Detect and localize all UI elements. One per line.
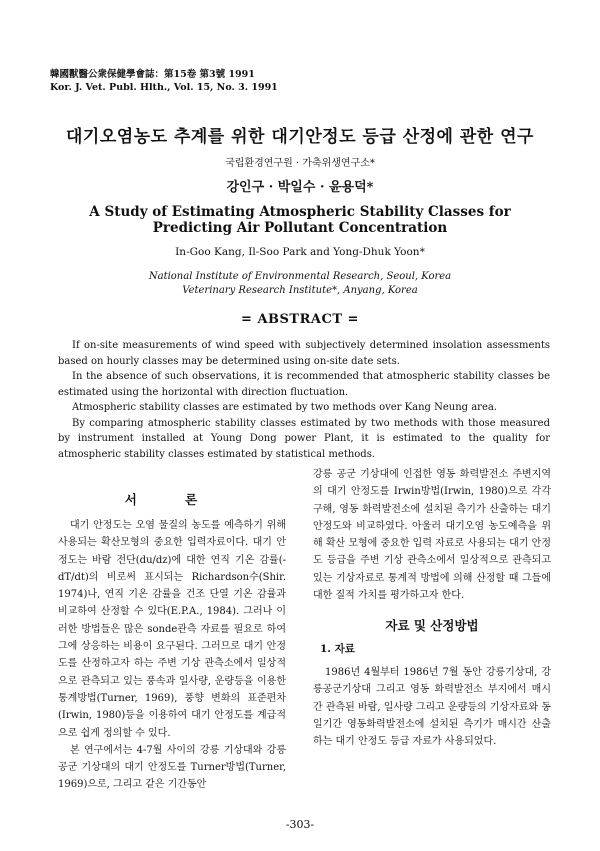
- affiliations-en: [0, 270, 600, 298]
- methods-heading: 자료 및 산정방법: [385, 618, 479, 633]
- abstract-heading: = ABSTRACT =: [241, 312, 359, 327]
- abstract-paragraph: By comparing atmospheric stability classes estimated by two methods with those measured by instrument installed at Young Dong power Plant, it is estimated to the quality for atmospheric stability classes estimated by statistical methods.: [58, 417, 550, 460]
- journal-header: [50, 68, 278, 94]
- body-paragraph: 1986년 4월부터 1986년 7월 동안 강릉기상대, 강릉공군기상대 그리고 영동 화력발전소 부지에서 매시간 관측된 바람, 일사량 그리고 운량등의 기상자료와 동일기간 영동화력발전소에 설치된 측기가 매시간 산출하는 대기 안정도 등급 자료가 사용되었다.: [313, 667, 551, 748]
- body-paragraph: 대기 안정도는 오염 물질의 농도를 예측하기 위해 사용되는 확산모형의 중요한 입력자료이다. 대기 안정도는 바람 전단(du/dz)에 대한 연직 기온 감률(-dT/dt)의 비로써 표시되는 Richardson수(Shir. 1974)나, 연직 기온 감률을 건조 단열 기온 감률과 비교하여 산정할 수 있다(E.P.A., 1984). 그러나 이러한 방법들은 많은 sonde관측 자료를 필요로 하여 그에 상응하는 비용이 요구된다. 그러므로 대기 안정도를 산정하고자 하는 주변 기상 관측소에서 일상적으로 관측되고 있는 풍속과 일사량, 운량등을 이용한 통계방법(Turner, 1969), 풍향 변화의 표준편차(Irwin, 1980)등을 이용하여 대기 안정도를 계급적으로 쉽게 정의할 수 있다.: [58, 520, 286, 739]
- abstract-paragraph: In the absence of such observations, it is recommended that atmospheric stability classes be estimated using the horizontal with direction fluctuation.: [58, 371, 550, 398]
- right-column-bottom: [313, 664, 551, 750]
- introduction-heading: 서 론: [124, 492, 220, 507]
- paper-title-ko: 대기오염농도 추계를 위한 대기안정도 등급 산정에 관한 연구: [66, 127, 534, 147]
- page-number: -303-: [285, 818, 315, 831]
- journal-title-ko: 韓國獸醫公衆保健學會誌：第15卷 第3號 1991: [50, 69, 255, 80]
- institution-ko: 국립환경연구원 · 가축위생연구소*: [225, 158, 375, 169]
- paper-title-en: A Study of Estimating Atmospheric Stability Classes for Predicting Air Pollutant Concentration: [89, 204, 511, 236]
- right-column-top: [313, 466, 551, 604]
- journal-title-en: Kor. J. Vet. Publ. Hlth., Vol. 15, No. 3. 1991: [50, 82, 278, 93]
- abstract-paragraph: If on-site measurements of wind speed with subjectively determined insolation assessments based on hourly classes may be determined using on-site date sets.: [58, 340, 550, 367]
- subsection-heading: 1. 자료: [320, 643, 355, 655]
- abstract-body: [58, 338, 550, 462]
- affiliation-2: Veterinary Research Institute*, Anyang, Korea: [182, 285, 418, 296]
- body-paragraph: 본 연구에서는 4-7월 사이의 강릉 기상대와 강릉 공군 기상대의 대기 안정도를 Turner방법(Turner, 1969)으로, 그리고 같은 기간동안: [58, 744, 286, 791]
- authors-ko: 강인구 · 박일수 · 윤용덕*: [226, 180, 374, 195]
- authors-en: In-Goo Kang, Il-Soo Park and Yong-Dhuk Yoon*: [175, 246, 425, 258]
- left-column: [58, 517, 286, 794]
- body-paragraph: 강릉 공군 기상대에 인접한 영동 화력발전소 주변지역의 대기 안정도를 Irwin방법(Irwin, 1980)으로 각각 구해, 영동 화력발전소에 설치된 측기가 산출하는 대기 안정도와 비교하였다. 아울러 대기오염 농도예측을 위해 확산 모형에 중요한 입력 자료로 사용되는 대기 안정도 등급을 주변 기상 관측소에서 일상적으로 관측되고 있는 기상자료로 통계적 방법에 의해 산정할 때 그들에 대한 질적 가치를 평가하고자 한다.: [313, 469, 551, 602]
- affiliation-1: National Institute of Environmental Research, Seoul, Korea: [148, 271, 452, 282]
- abstract-paragraph: Atmospheric stability classes are estimated by two methods over Kang Neung area.: [72, 402, 498, 413]
